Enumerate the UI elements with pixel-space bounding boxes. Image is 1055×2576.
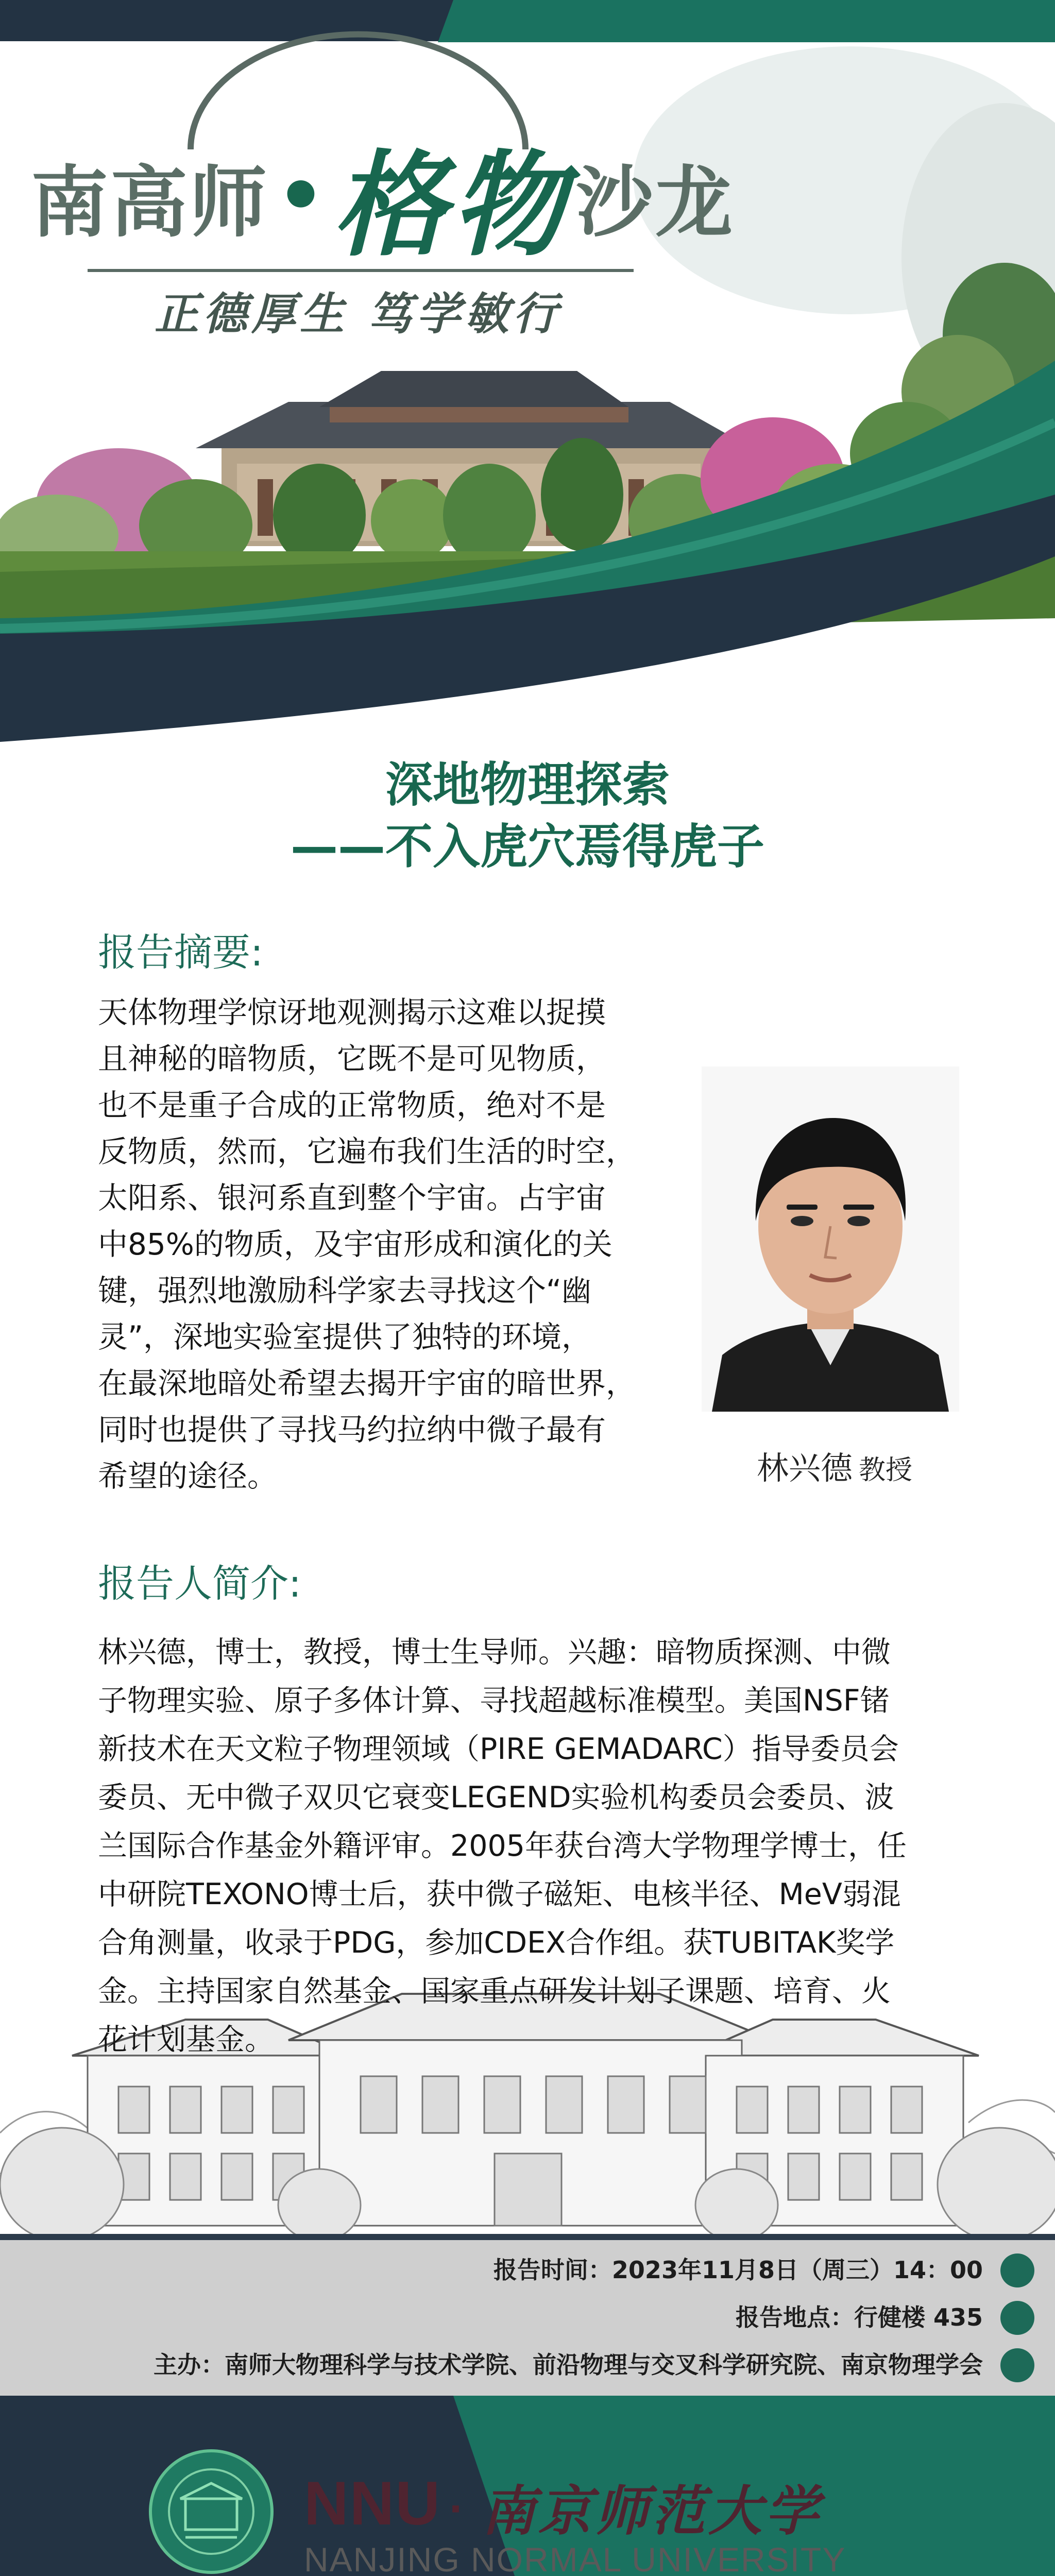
abstract-line: 同时也提供了寻找马约拉纳中微子最有 xyxy=(98,1412,606,1447)
abstract-heading: 报告摘要: xyxy=(98,930,263,975)
bio-line: 林兴德，博士，教授，博士生导师。兴趣：暗物质探测、中微 xyxy=(98,1635,891,1669)
speaker-name: 林兴德 xyxy=(756,1449,853,1487)
bio-line: 兰国际合作基金外籍评审。2005年获台湾大学物理学博士，任 xyxy=(98,1829,907,1863)
salon-title-part2: 格物 xyxy=(332,138,570,272)
event-host: 主办：南师大物理科学与技术学院、前沿物理与交叉科学研究院、南京物理学会 xyxy=(154,2351,983,2379)
footer-university-name-cn: 南京师范大学 xyxy=(482,2479,822,2543)
bio-line: 金。主持国家自然基金、国家重点研发计划子课题、培育、火 xyxy=(98,1974,891,2008)
footer-logo-abbr xyxy=(304,2468,466,2539)
abstract-line: 在最深地暗处希望去揭开宇宙的暗世界， xyxy=(98,1366,636,1401)
abstract-line: 反物质，然而，它遍布我们生活的时空， xyxy=(98,1134,636,1169)
lecture-title: 深地物理探索 xyxy=(385,757,670,812)
footer-logo-abbr-text: NNU xyxy=(304,2469,441,2538)
salon-title-dot: • xyxy=(276,150,326,241)
abstract-line: 键，强烈地激励科学家去寻找这个“幽 xyxy=(98,1273,592,1308)
speaker-photo xyxy=(702,1066,959,1412)
abstract-line: 中85%的物质，及宇宙形成和演化的关 xyxy=(98,1227,612,1262)
bio-heading: 报告人简介: xyxy=(98,1562,301,1606)
bio-line: 新技术在天文粒子物理领域（PIRE GEMADARC）指导委员会 xyxy=(98,1732,899,1766)
bio-line: 委员、无中微子双贝它衰变LEGEND实验机构委员会委员、波 xyxy=(98,1781,894,1815)
bio-line: 子物理实验、原子多体计算、寻找超越标准模型。美国NSF锗 xyxy=(98,1684,890,1718)
abstract-line: 灵”，深地实验室提供了独特的环境， xyxy=(98,1319,592,1354)
lecture-subtitle: ——不入虎穴焉得虎子 xyxy=(290,819,764,874)
event-location: 报告地点：行健楼 435 xyxy=(735,2303,983,2331)
speaker-caption xyxy=(701,1443,968,1488)
footer-university-name-en: NANJING NORMAL UNIVERSITY xyxy=(304,2540,846,2576)
speaker-title: 教授 xyxy=(859,1455,913,1486)
abstract-line: 也不是重子合成的正常物质，绝对不是 xyxy=(98,1088,606,1123)
hero-campus-illustration xyxy=(0,0,1055,742)
salon-title-part1: 南高师 xyxy=(31,157,269,248)
bio-line: 合角测量，收录于PDG，参加CDEX合作组。获TUBITAK奖学 xyxy=(98,1926,895,1960)
bio-line: 中研院TEXONO博士后，获中微子磁矩、电核半径、MeV弱混 xyxy=(98,1877,901,1911)
salon-motto: 正德厚生 笃学敏行 xyxy=(155,288,561,340)
university-seal-icon xyxy=(147,2447,276,2576)
salon-title-part3: 沙龙 xyxy=(575,157,735,248)
info-band-top-rule xyxy=(0,2234,1055,2240)
footer-logo-dot: · xyxy=(449,2483,466,2535)
abstract-line: 且神秘的暗物质，它既不是可见物质， xyxy=(98,1041,606,1076)
bullet-dot-icon xyxy=(1000,2348,1034,2382)
abstract-line: 天体物理学惊讶地观测揭示这难以捉摸 xyxy=(98,995,606,1030)
event-info-band xyxy=(0,2240,1055,2396)
salon-title xyxy=(31,138,735,272)
bio-line: 花计划基金。 xyxy=(98,2023,274,2057)
abstract-line: 希望的途径。 xyxy=(98,1459,278,1494)
abstract-line: 太阳系、银河系直到整个宇宙。占宇宙 xyxy=(98,1180,606,1215)
bullet-dot-icon xyxy=(1000,2301,1034,2335)
event-time: 报告时间：2023年11月8日（周三）14：00 xyxy=(493,2256,983,2284)
bullet-dot-icon xyxy=(1000,2253,1034,2287)
